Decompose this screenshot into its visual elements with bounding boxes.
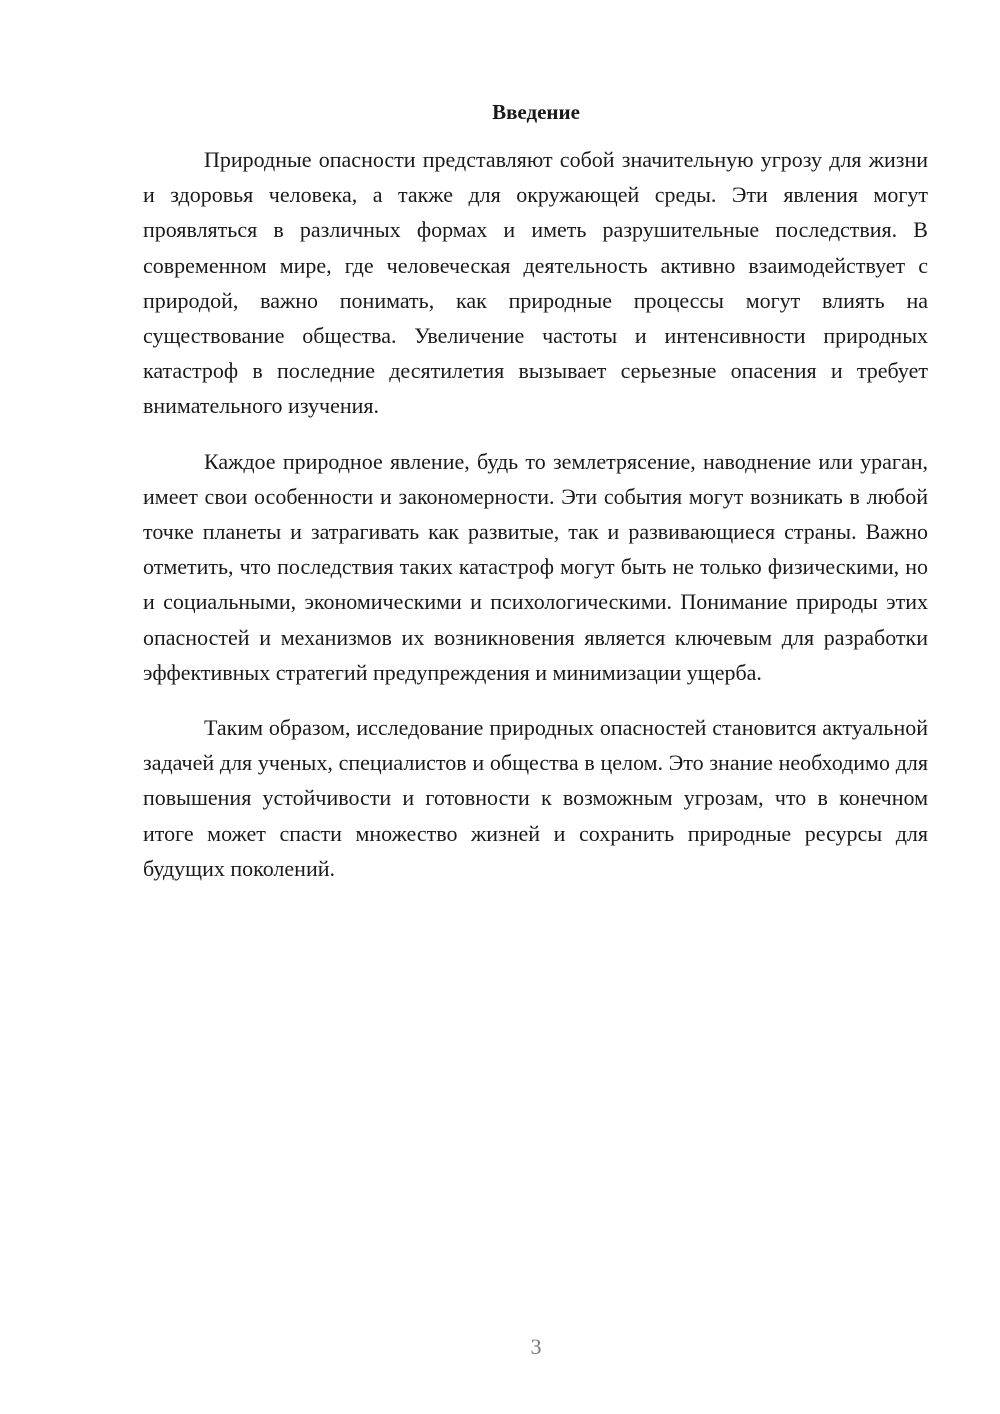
paragraph-1: Природные опасности представляют собой значительную угрозу для жизни и здоровья человека, а также для окружающей среды. Эти явления могут проявляться в различных формах и иметь разрушительные последствия. В современном мире, где человеческая деятельность активно взаимодействует с природой, важно понимать, как природные процессы могут влиять на существование общества. Увеличение частоты и интенсивности природных катастроф в последние десятилетия вызывает серьезные опасения и требует внимательного изучения. (143, 147, 928, 419)
page-number: 3 (530, 1334, 542, 1359)
section-heading: Введение (492, 100, 580, 124)
paragraph-3: Таким образом, исследование природных опасностей становится актуальной задачей для ученых, специалистов и общества в целом. Это знание необходимо для повышения устойчивости и готовности к возможным угрозам, что в конечном итоге может спасти множество жизней и сохранить природные ресурсы для будущих поколений. (143, 715, 928, 881)
paragraph-2: Каждое природное явление, будь то землетрясение, наводнение или ураган, имеет свои особенности и закономерности. Эти события могут возникать в любой точке планеты и затрагивать как развитые, так и развивающиеся страны. Важно отметить, что последствия таких катастроф могут быть не только физическими, но и социальными, экономическими и психологическими. Понимание природы этих опасностей и механизмов их возникновения является ключевым для разработки эффективных стратегий предупреждения и минимизации ущерба. (143, 448, 928, 685)
body-text (143, 142, 928, 906)
